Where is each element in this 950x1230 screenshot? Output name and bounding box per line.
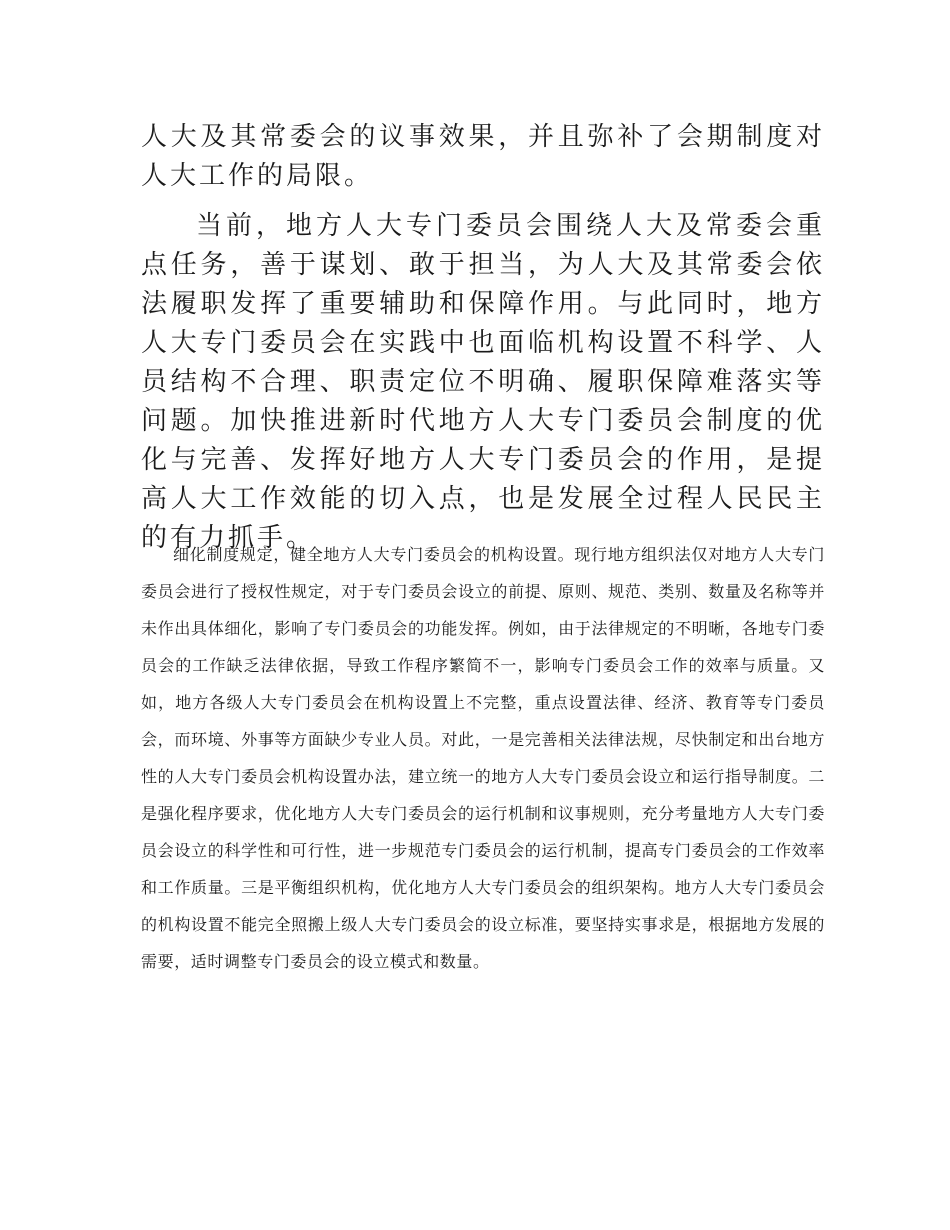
paragraph-2: 当前，地方人大专门委员会围绕人大及常委会重点任务，善于谋划、敢于担当，为人大及其常委会依法履职发挥了重要辅助和保障作用。与此同时，地方人大专门委员会在实践中也面临机构设置不科学、人员结构不合理、职责定位不明确、履职保障难落实等问题。加快推进新时代地方人大专门委员会制度的优化与完善、发挥好地方人大专门委员会的作用，是提高人大工作效能的切入点，也是发展全过程人民民主的有力抓手。 <box>141 211 825 553</box>
paragraph-3: 细化制度规定，健全地方人大专门委员会的机构设置。现行地方组织法仅对地方人大专门委员会进行了授权性规定，对于专门委员会设立的前提、原则、规范、类别、数量及名称等并未作出具体细化，影响了专门委员会的功能发挥。例如，由于法律规定的不明晰，各地专门委员会的工作缺乏法律依据，导致工作程序繁简不一，影响专门委员会工作的效率与质量。又如，地方各级人大专门委员会在机构设置上不完整，重点设置法律、经济、教育等专门委员会，而环境、外事等方面缺少专业人员。对此，一是完善相关法律法规，尽快制定和出台地方性的人大专门委员会机构设置办法，建立统一的地方人大专门委员会设立和运行指导制度。二是强化程序要求，优化地方人大专门委员会的运行机制和议事规则，充分考量地方人大专门委员会设立的科学性和可行性，进一步规范专门委员会的运行机制，提高专门委员会的工作效率和工作质量。三是平衡组织机构，优化地方人大专门委员会的组织架构。地方人大专门委员会的机构设置不能完全照搬上级人大专门委员会的设立标准，要坚持实事求是，根据地方发展的需要，适时调整专门委员会的设立模式和数量。 <box>141 547 825 971</box>
paragraph-1: 人大及其常委会的议事效果，并且弥补了会期制度对人大工作的局限。 <box>141 122 825 191</box>
